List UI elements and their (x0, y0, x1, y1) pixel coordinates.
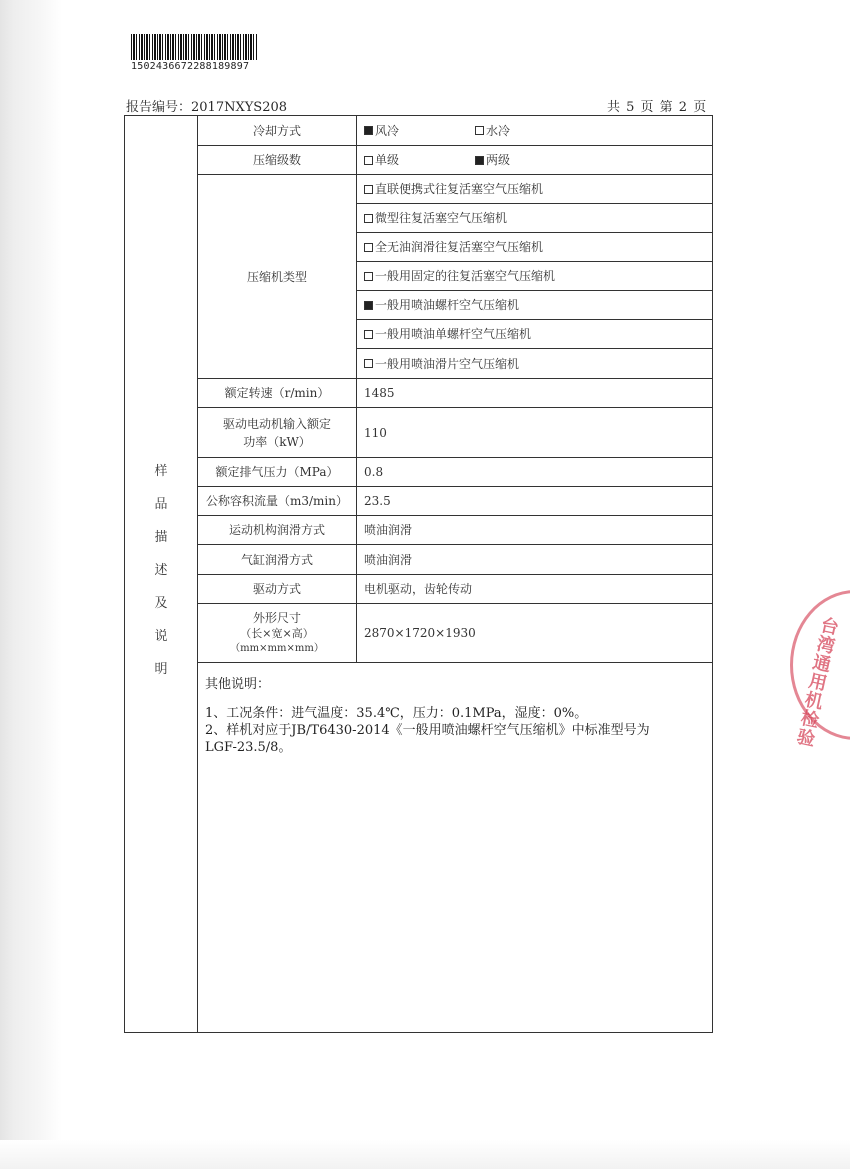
label-rated-speed: 额定转速（r/min） (224, 386, 330, 400)
side-char: 描 (154, 530, 168, 545)
option-label: 两级 (486, 153, 511, 167)
option-label: 单级 (375, 153, 400, 167)
value-motor-power: 110 (364, 425, 387, 440)
checkbox-empty-icon (364, 185, 373, 194)
type-option-3 (364, 262, 709, 290)
option-water-cooling (475, 122, 510, 140)
option-label: 一般用喷油螺杆空气压缩机 (375, 298, 520, 312)
other-notes (205, 676, 705, 756)
side-label-sample-description (125, 455, 197, 695)
label-line: （mm×mm×mm） (230, 642, 324, 654)
option-single-stage (364, 151, 475, 169)
label-line: 功率（kW） (243, 434, 311, 449)
scan-bottom-shadow (0, 1140, 850, 1169)
side-char: 样 (154, 464, 168, 479)
scan-edge-shadow (0, 0, 62, 1169)
option-label: 水冷 (486, 123, 511, 138)
value-discharge-pressure: 0.8 (364, 465, 384, 479)
barcode-number: 1502436672288189897 (131, 61, 250, 72)
checkbox-empty-icon (364, 243, 373, 252)
checkbox-empty-icon (364, 214, 373, 223)
type-option-1 (364, 204, 709, 232)
type-option-4 (364, 291, 709, 319)
option-label: 风冷 (375, 123, 400, 138)
value-dimensions: 2870×1720×1930 (364, 626, 476, 640)
value-cooling (364, 116, 709, 145)
label-line: 驱动电动机输入额定 (222, 416, 331, 431)
checkbox-checked-icon (364, 126, 373, 135)
checkbox-empty-icon (364, 272, 373, 281)
label-compressor-type: 压缩机类型 (246, 269, 307, 284)
option-air-cooling (364, 122, 475, 140)
label-dimensions (198, 604, 356, 662)
option-label: 一般用喷油滑片空气压缩机 (375, 356, 520, 371)
col-divider-label (356, 115, 357, 662)
page-info: 共 5 页 第 2 页 (607, 100, 707, 115)
option-label: 一般用固定的往复活塞空气压缩机 (375, 269, 556, 283)
value-stages (364, 146, 709, 174)
label-motor-power (198, 408, 356, 457)
label-line: 外形尺寸 (252, 610, 301, 625)
notes-line: 1、工况条件：进气温度：35.4℃，压力：0.1MPa，湿度：0%。 (205, 706, 588, 721)
label-motion-lubrication: 运动机构润滑方式 (228, 523, 325, 537)
checkbox-empty-icon (475, 126, 484, 135)
value-drive-mode: 电机驱动，齿轮传动 (364, 582, 473, 596)
label-cylinder-lubrication: 气缸润滑方式 (240, 552, 313, 567)
report-number: 报告编号：2017NXYS208 (126, 100, 288, 115)
type-option-2 (364, 233, 709, 261)
stamp-text: 台湾通用机检验 (792, 614, 841, 749)
side-char: 品 (154, 497, 168, 512)
checkbox-empty-icon (364, 156, 373, 165)
notes-title: 其他说明： (205, 677, 271, 692)
notes-line: 2、样机对应于JB/T6430-2014《一般用喷油螺杆空气压缩机》中标准型号为 (205, 723, 650, 738)
option-label: 微型往复活塞空气压缩机 (375, 211, 508, 225)
label-drive-mode: 驱动方式 (252, 582, 301, 596)
value-rated-speed: 1485 (364, 386, 395, 400)
side-char: 及 (154, 596, 168, 611)
value-motion-lubrication: 喷油润滑 (364, 523, 413, 537)
option-label: 直联便携式往复活塞空气压缩机 (375, 182, 544, 196)
checkbox-checked-icon (475, 156, 484, 165)
checkbox-empty-icon (364, 359, 373, 368)
barcode (131, 34, 257, 60)
value-volume-flow: 23.5 (364, 494, 391, 508)
side-char: 述 (154, 563, 168, 578)
checkbox-checked-icon (364, 301, 373, 310)
label-stages: 压缩级数 (252, 153, 301, 167)
type-option-0 (364, 175, 709, 203)
value-cylinder-lubrication: 喷油润滑 (364, 552, 413, 567)
side-char: 说 (154, 629, 168, 644)
option-label: 全无油润滑往复活塞空气压缩机 (375, 240, 544, 254)
label-cooling: 冷却方式 (252, 123, 301, 138)
notes-line: LGF-23.5/8。 (205, 740, 292, 755)
checkbox-empty-icon (364, 330, 373, 339)
type-option-5 (364, 320, 709, 348)
label-line: （长×宽×高） (240, 626, 314, 640)
label-discharge-pressure: 额定排气压力（MPa） (215, 465, 339, 479)
type-option-6 (364, 349, 709, 378)
side-char: 明 (154, 662, 168, 677)
label-volume-flow: 公称容积流量（m3/min） (205, 494, 348, 508)
row-line (198, 662, 713, 663)
option-label: 一般用喷油单螺杆空气压缩机 (375, 327, 532, 341)
option-two-stage (475, 151, 510, 169)
